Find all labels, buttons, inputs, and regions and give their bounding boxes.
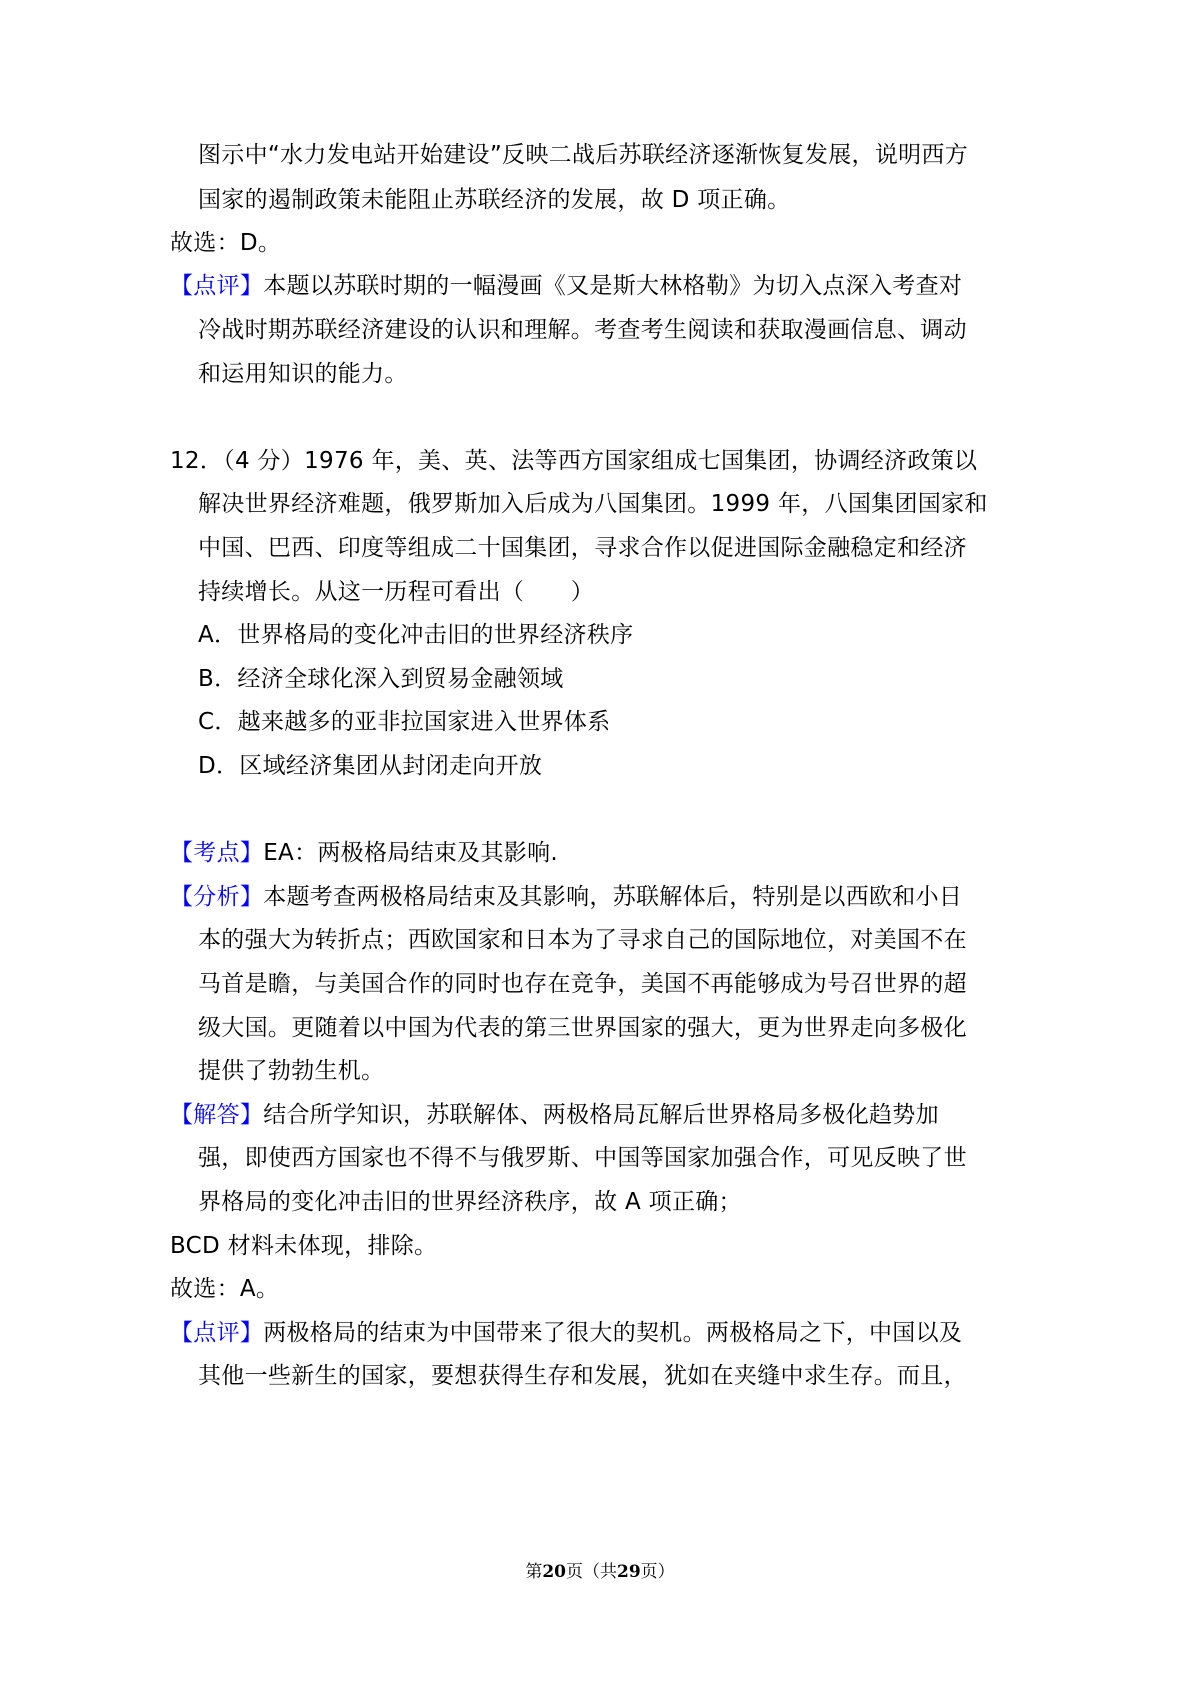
kaodian <box>170 838 558 868</box>
footer-prefix: 第 <box>525 1562 543 1582</box>
prev-select: 故选：D。 <box>170 230 282 256</box>
option-b: B．经济全球化深入到贸易金融领域 <box>198 666 564 692</box>
fenxi-line-1: 本题考查两极格局结束及其影响，苏联解体后，特别是以西欧和小日 <box>263 884 963 910</box>
fenxi-tag: 【分析】 <box>170 884 264 910</box>
footer-suffix: 页） <box>640 1562 675 1582</box>
fenxi-line-5: 提供了勃勃生机。 <box>198 1058 385 1084</box>
jieda-line-1: 结合所学知识，苏联解体、两极格局瓦解后世界格局多极化趋势加 <box>263 1102 939 1128</box>
prev-explain-line-1: 图示中“水力发电站开始建设”反映二战后苏联经济逐渐恢复发展，说明西方 <box>198 142 969 168</box>
review <box>170 1318 962 1348</box>
question-line-4: 持续增长。从这一历程可看出（ ） <box>198 579 595 605</box>
jieda-tag: 【解答】 <box>170 1102 264 1128</box>
kaodian-tag: 【考点】 <box>170 840 264 866</box>
review-line-2: 其他一些新生的国家，要想获得生存和发展，犹如在夹缝中求生存。而且， <box>198 1363 967 1389</box>
jieda <box>170 1100 939 1130</box>
jieda-line-2: 强，即使西方国家也不得不与俄罗斯、中国等国家加强合作，可见反映了世 <box>198 1145 967 1171</box>
fenxi-line-3: 马首是瞻，与美国合作的同时也存在竞争，美国不再能够成为号召世界的超 <box>198 971 967 997</box>
prev-review-line-1: 本题以苏联时期的一幅漫画《又是斯大林格勒》为切入点深入考查对 <box>263 273 963 299</box>
option-a: A．世界格局的变化冲击旧的世界经济秩序 <box>198 622 634 648</box>
question-line-1: 12．（4 分）1976 年，美、英、法等西方国家组成七国集团，协调经济政策以 <box>170 448 978 474</box>
prev-review-tag: 【点评】 <box>170 273 264 299</box>
question-line-3: 中国、巴西、印度等组成二十国集团，寻求合作以促进国际金融稳定和经济 <box>198 535 967 561</box>
review-line-1: 两极格局的结束为中国带来了很大的契机。两极格局之下，中国以及 <box>263 1320 963 1346</box>
page-footer <box>0 1560 1200 1584</box>
review-tag: 【点评】 <box>170 1320 264 1346</box>
prev-review <box>170 271 962 301</box>
prev-review-line-2: 冷战时期苏联经济建设的认识和理解。考查考生阅读和获取漫画信息、调动 <box>198 317 967 343</box>
prev-review-line-3: 和运用知识的能力。 <box>198 361 408 387</box>
fenxi-line-2: 本的强大为转折点；西欧国家和日本为了寻求自己的国际地位，对美国不在 <box>198 927 967 953</box>
kaodian-text: EA：两极格局结束及其影响. <box>263 840 558 866</box>
fenxi-line-4: 级大国。更随着以中国为代表的第三世界国家的强大，更为世界走向多极化 <box>198 1015 967 1041</box>
question-line-2: 解决世界经济难题，俄罗斯加入后成为八国集团。1999 年，八国集团国家和 <box>198 491 988 517</box>
option-d: D．区域经济集团从封闭走向开放 <box>198 753 543 779</box>
bcd-note: BCD 材料未体现，排除。 <box>170 1233 438 1259</box>
fenxi <box>170 882 962 912</box>
prev-explain-line-2: 国家的遏制政策未能阻止苏联经济的发展，故 D 项正确。 <box>198 187 791 213</box>
footer-middle: 页（共 <box>566 1562 617 1582</box>
answer-select: 故选：A。 <box>170 1276 280 1302</box>
footer-page-number: 20 <box>542 1562 566 1582</box>
option-c: C．越来越多的亚非拉国家进入世界体系 <box>198 709 611 735</box>
jieda-line-3: 界格局的变化冲击旧的世界经济秩序，故 A 项正确； <box>198 1189 742 1215</box>
footer-total-pages: 29 <box>617 1562 641 1582</box>
